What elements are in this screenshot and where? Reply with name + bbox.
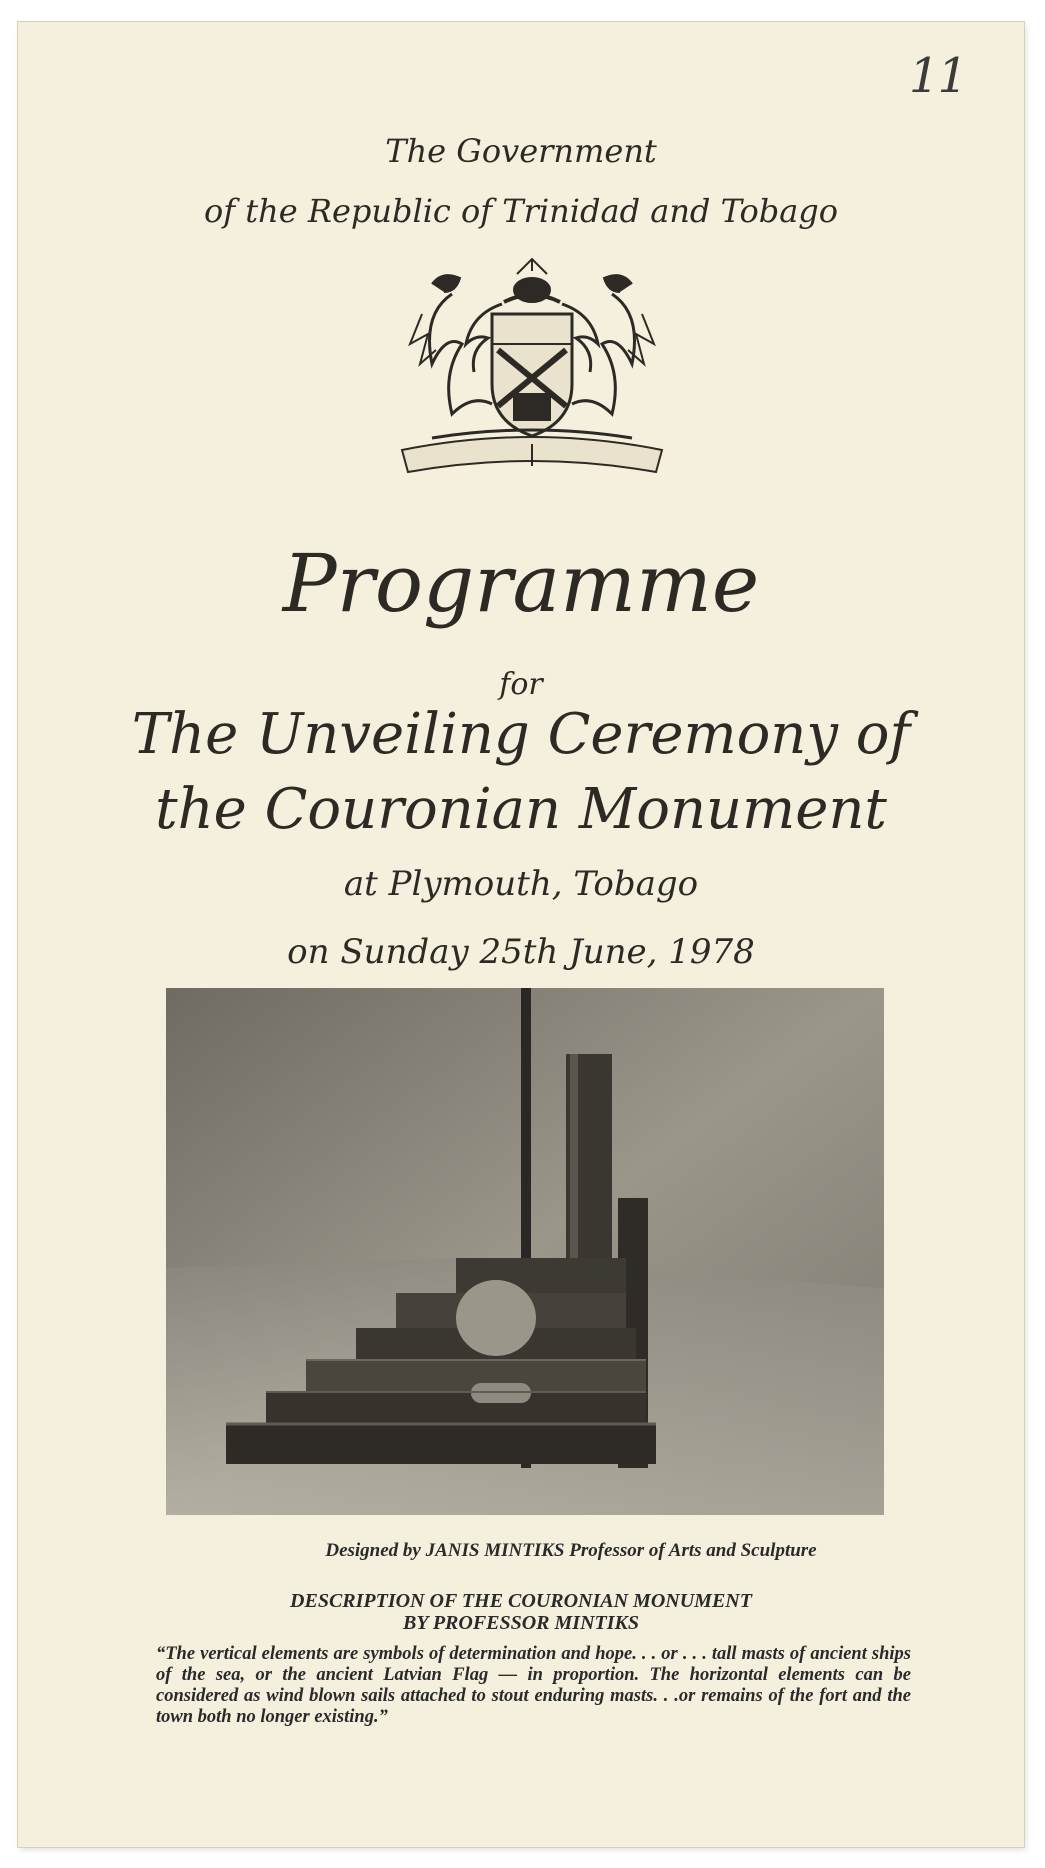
handwritten-page-number: 11 xyxy=(908,48,966,104)
location-text: at Plymouth, Tobago xyxy=(343,864,699,904)
programme-title: Programme xyxy=(282,537,760,630)
description-heading xyxy=(18,1590,1024,1634)
description-heading-line-2: BY PROFESSOR MINTIKS xyxy=(403,1612,639,1634)
header-line-1: The Government xyxy=(385,132,657,170)
for-label: for xyxy=(499,667,543,702)
ceremony-title-line-1: The Unveiling Ceremony of xyxy=(131,702,911,767)
header-line-2: of the Republic of Trinidad and Tobago xyxy=(203,192,839,230)
description-heading-line-1: DESCRIPTION OF THE COURONIAN MONUMENT xyxy=(290,1590,752,1612)
date-text: on Sunday 25th June, 1978 xyxy=(287,932,755,972)
monument-photo xyxy=(166,988,884,1515)
description-quote: “The vertical elements are symbols of determination and hope. . . or . . . tall masts of ancient ships of the sea, or the ancient Latvian Flag — in proportion. The horizontal elements can be considered as wind blown sails attached to stout enduring masts. . .or remains of the fort and the town both no longer existing.” xyxy=(156,1644,911,1727)
coat-of-arms-icon xyxy=(392,254,672,486)
ceremony-title-line-2: the Couronian Monument xyxy=(155,777,887,842)
photo-caption: Designed by JANIS MINTIKS Professor of Arts and Sculpture xyxy=(325,1540,817,1561)
programme-page xyxy=(18,22,1024,1847)
